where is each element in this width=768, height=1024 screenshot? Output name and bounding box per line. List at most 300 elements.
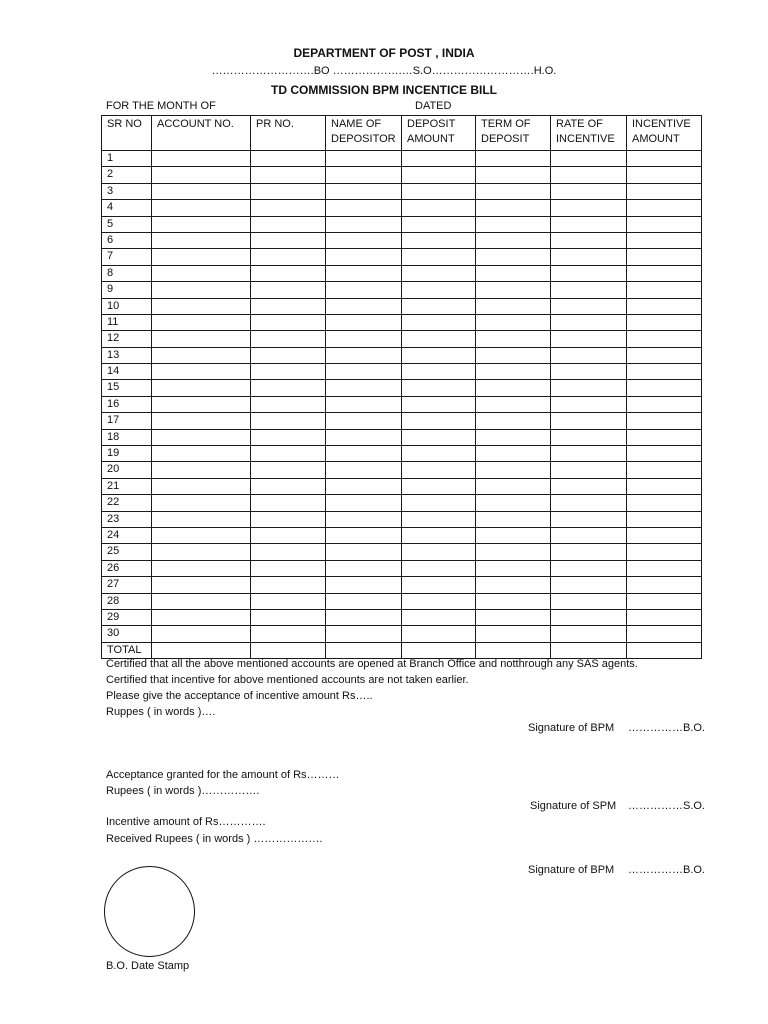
entry-cell[interactable] xyxy=(326,151,402,167)
entry-cell[interactable] xyxy=(402,151,476,167)
sr-no-cell: 5 xyxy=(102,216,152,232)
entry-cell[interactable] xyxy=(476,200,551,216)
entry-cell[interactable] xyxy=(152,626,251,642)
entry-cell[interactable] xyxy=(627,429,702,445)
entry-cell[interactable] xyxy=(476,265,551,281)
entry-cell[interactable] xyxy=(476,511,551,527)
entry-cell[interactable] xyxy=(476,462,551,478)
entry-cell[interactable] xyxy=(627,167,702,183)
entry-cell[interactable] xyxy=(251,331,326,347)
entry-cell[interactable] xyxy=(627,609,702,625)
entry-cell[interactable] xyxy=(402,265,476,281)
entry-cell[interactable] xyxy=(251,298,326,314)
office-line: ……………………….BO ……………….…S.O……………………….H.O. xyxy=(211,65,557,77)
entry-cell[interactable] xyxy=(476,183,551,199)
entry-cell[interactable] xyxy=(326,544,402,560)
sr-no-cell: TOTAL xyxy=(102,642,152,658)
column-header: SR NO xyxy=(102,116,152,151)
entry-cell[interactable] xyxy=(627,511,702,527)
entry-cell[interactable] xyxy=(152,560,251,576)
entry-cell[interactable] xyxy=(551,642,627,658)
certification-2: Certified that incentive for above mentioned accounts are not taken earlier. xyxy=(106,674,469,686)
table-row xyxy=(102,478,702,494)
entry-cell[interactable] xyxy=(152,183,251,199)
table-row xyxy=(102,495,702,511)
entry-cell[interactable] xyxy=(402,331,476,347)
entry-cell[interactable] xyxy=(476,380,551,396)
sr-no-cell: 23 xyxy=(102,511,152,527)
entry-cell[interactable] xyxy=(627,331,702,347)
entry-cell[interactable] xyxy=(152,609,251,625)
entry-cell[interactable] xyxy=(152,396,251,412)
entry-cell[interactable] xyxy=(326,396,402,412)
entry-cell[interactable] xyxy=(251,642,326,658)
entry-cell[interactable] xyxy=(627,314,702,330)
table-row xyxy=(102,331,702,347)
entry-cell[interactable] xyxy=(326,511,402,527)
entry-cell[interactable] xyxy=(402,282,476,298)
entry-cell[interactable] xyxy=(627,151,702,167)
sr-no-cell: 1 xyxy=(102,151,152,167)
entry-cell[interactable] xyxy=(326,462,402,478)
sr-no-cell: 4 xyxy=(102,200,152,216)
sr-no-cell: 26 xyxy=(102,560,152,576)
entry-cell[interactable] xyxy=(551,413,627,429)
sr-no-cell: 16 xyxy=(102,396,152,412)
entry-cell[interactable] xyxy=(326,429,402,445)
entry-cell[interactable] xyxy=(551,544,627,560)
sr-no-cell: 14 xyxy=(102,364,152,380)
entry-cell[interactable] xyxy=(152,167,251,183)
incentive-table xyxy=(101,115,702,659)
entry-cell[interactable] xyxy=(152,544,251,560)
sr-no-cell: 24 xyxy=(102,527,152,543)
entry-cell[interactable] xyxy=(251,478,326,494)
column-header: NAME OF DEPOSITOR xyxy=(326,116,402,151)
table-row xyxy=(102,560,702,576)
entry-cell[interactable] xyxy=(551,609,627,625)
table-row xyxy=(102,527,702,543)
entry-cell[interactable] xyxy=(152,478,251,494)
entry-cell[interactable] xyxy=(251,151,326,167)
sr-no-cell: 21 xyxy=(102,478,152,494)
received-rupees-line: Received Rupees ( in words ) ………………. xyxy=(106,833,323,845)
entry-cell[interactable] xyxy=(476,446,551,462)
entry-cell[interactable] xyxy=(326,560,402,576)
table-row xyxy=(102,249,702,265)
entry-cell[interactable] xyxy=(326,626,402,642)
entry-cell[interactable] xyxy=(551,429,627,445)
certification-1: Certified that all the above mentioned accounts are opened at Branch Office and notthrough any SAS agents. xyxy=(106,658,638,670)
entry-cell[interactable] xyxy=(551,298,627,314)
entry-cell[interactable] xyxy=(251,446,326,462)
entry-cell[interactable] xyxy=(476,577,551,593)
entry-cell[interactable] xyxy=(402,298,476,314)
entry-cell[interactable] xyxy=(326,593,402,609)
entry-cell[interactable] xyxy=(476,544,551,560)
table-row xyxy=(102,183,702,199)
entry-cell[interactable] xyxy=(627,200,702,216)
entry-cell[interactable] xyxy=(251,429,326,445)
entry-cell[interactable] xyxy=(627,282,702,298)
sr-no-cell: 13 xyxy=(102,347,152,363)
entry-cell[interactable] xyxy=(402,364,476,380)
entry-cell[interactable] xyxy=(326,577,402,593)
bpm-signature-1: Signature of BPM xyxy=(528,722,615,734)
sr-no-cell: 7 xyxy=(102,249,152,265)
entry-cell[interactable] xyxy=(476,413,551,429)
entry-cell[interactable] xyxy=(627,396,702,412)
entry-cell[interactable] xyxy=(251,396,326,412)
entry-cell[interactable] xyxy=(152,151,251,167)
entry-cell[interactable] xyxy=(476,609,551,625)
entry-cell[interactable] xyxy=(402,495,476,511)
entry-cell[interactable] xyxy=(326,446,402,462)
entry-cell[interactable] xyxy=(402,626,476,642)
column-header: ACCOUNT NO. xyxy=(152,116,251,151)
entry-cell[interactable] xyxy=(152,462,251,478)
entry-cell[interactable] xyxy=(551,380,627,396)
table-row xyxy=(102,167,702,183)
entry-cell[interactable] xyxy=(402,200,476,216)
entry-cell[interactable] xyxy=(152,511,251,527)
entry-cell[interactable] xyxy=(627,347,702,363)
entry-cell[interactable] xyxy=(551,282,627,298)
entry-cell[interactable] xyxy=(551,577,627,593)
entry-cell[interactable] xyxy=(152,265,251,281)
entry-cell[interactable] xyxy=(476,495,551,511)
entry-cell[interactable] xyxy=(326,183,402,199)
entry-cell[interactable] xyxy=(551,364,627,380)
entry-cell[interactable] xyxy=(476,216,551,232)
entry-cell[interactable] xyxy=(402,183,476,199)
entry-cell[interactable] xyxy=(326,331,402,347)
entry-cell[interactable] xyxy=(627,642,702,658)
entry-cell[interactable] xyxy=(251,282,326,298)
entry-cell[interactable] xyxy=(152,298,251,314)
sr-no-cell: 19 xyxy=(102,446,152,462)
entry-cell[interactable] xyxy=(152,593,251,609)
table-row xyxy=(102,151,702,167)
table-row xyxy=(102,347,702,363)
sr-no-cell: 2 xyxy=(102,167,152,183)
entry-cell[interactable] xyxy=(251,511,326,527)
entry-cell[interactable] xyxy=(551,560,627,576)
sr-no-cell: 20 xyxy=(102,462,152,478)
column-header: PR NO. xyxy=(251,116,326,151)
sr-no-cell: 15 xyxy=(102,380,152,396)
entry-cell[interactable] xyxy=(152,413,251,429)
entry-cell[interactable] xyxy=(476,364,551,380)
entry-cell[interactable] xyxy=(402,314,476,330)
entry-cell[interactable] xyxy=(326,314,402,330)
table-row xyxy=(102,413,702,429)
entry-cell[interactable] xyxy=(402,232,476,248)
table-header-row xyxy=(102,116,702,151)
entry-cell[interactable] xyxy=(551,265,627,281)
sr-no-cell: 22 xyxy=(102,495,152,511)
spm-signature: Signature of SPM xyxy=(530,800,617,812)
entry-cell[interactable] xyxy=(476,429,551,445)
entry-cell[interactable] xyxy=(152,527,251,543)
entry-cell[interactable] xyxy=(326,200,402,216)
entry-cell[interactable] xyxy=(551,249,627,265)
entry-cell[interactable] xyxy=(476,347,551,363)
entry-cell[interactable] xyxy=(326,298,402,314)
entry-cell[interactable] xyxy=(402,593,476,609)
table-row xyxy=(102,544,702,560)
entry-cell[interactable] xyxy=(152,642,251,658)
entry-cell[interactable] xyxy=(251,347,326,363)
entry-cell[interactable] xyxy=(326,232,402,248)
entry-cell[interactable] xyxy=(627,216,702,232)
sr-no-cell: 17 xyxy=(102,413,152,429)
entry-cell[interactable] xyxy=(251,380,326,396)
entry-cell[interactable] xyxy=(402,249,476,265)
entry-cell[interactable] xyxy=(402,347,476,363)
table-row xyxy=(102,593,702,609)
entry-cell[interactable] xyxy=(152,314,251,330)
entry-cell[interactable] xyxy=(402,413,476,429)
entry-cell[interactable] xyxy=(402,560,476,576)
entry-cell[interactable] xyxy=(251,216,326,232)
table-row xyxy=(102,577,702,593)
entry-cell[interactable] xyxy=(627,232,702,248)
sr-no-cell: 8 xyxy=(102,265,152,281)
table-row xyxy=(102,282,702,298)
entry-cell[interactable] xyxy=(551,232,627,248)
sr-no-cell: 18 xyxy=(102,429,152,445)
entry-cell[interactable] xyxy=(402,429,476,445)
sr-no-cell: 3 xyxy=(102,183,152,199)
entry-cell[interactable] xyxy=(251,364,326,380)
entry-cell[interactable] xyxy=(476,626,551,642)
entry-cell[interactable] xyxy=(551,331,627,347)
department-title: DEPARTMENT OF POST , INDIA xyxy=(293,46,475,60)
entry-cell[interactable] xyxy=(627,183,702,199)
table-row xyxy=(102,446,702,462)
entry-cell[interactable] xyxy=(551,314,627,330)
entry-cell[interactable] xyxy=(251,495,326,511)
entry-cell[interactable] xyxy=(551,396,627,412)
entry-cell[interactable] xyxy=(476,314,551,330)
entry-cell[interactable] xyxy=(251,413,326,429)
entry-cell[interactable] xyxy=(627,462,702,478)
entry-cell[interactable] xyxy=(152,577,251,593)
entry-cell[interactable] xyxy=(251,314,326,330)
entry-cell[interactable] xyxy=(326,364,402,380)
entry-cell[interactable] xyxy=(402,642,476,658)
entry-cell[interactable] xyxy=(627,265,702,281)
entry-cell[interactable] xyxy=(476,560,551,576)
entry-cell[interactable] xyxy=(627,298,702,314)
sr-no-cell: 11 xyxy=(102,314,152,330)
entry-cell[interactable] xyxy=(476,478,551,494)
entry-cell[interactable] xyxy=(551,151,627,167)
entry-cell[interactable] xyxy=(251,577,326,593)
table-row xyxy=(102,216,702,232)
entry-cell[interactable] xyxy=(627,495,702,511)
entry-cell[interactable] xyxy=(251,593,326,609)
entry-cell[interactable] xyxy=(326,527,402,543)
column-header: TERM OF DEPOSIT xyxy=(476,116,551,151)
table-row xyxy=(102,364,702,380)
entry-cell[interactable] xyxy=(476,527,551,543)
entry-cell[interactable] xyxy=(402,511,476,527)
entry-cell[interactable] xyxy=(251,626,326,642)
entry-cell[interactable] xyxy=(476,331,551,347)
acceptance-request: Please give the acceptance of incentive amount Rs….. xyxy=(106,690,373,702)
entry-cell[interactable] xyxy=(152,282,251,298)
entry-cell[interactable] xyxy=(402,609,476,625)
entry-cell[interactable] xyxy=(152,364,251,380)
entry-cell[interactable] xyxy=(476,167,551,183)
entry-cell[interactable] xyxy=(402,380,476,396)
entry-cell[interactable] xyxy=(476,298,551,314)
entry-cell[interactable] xyxy=(402,577,476,593)
entry-cell[interactable] xyxy=(627,577,702,593)
table-row xyxy=(102,265,702,281)
entry-cell[interactable] xyxy=(476,396,551,412)
entry-cell[interactable] xyxy=(627,544,702,560)
entry-cell[interactable] xyxy=(152,380,251,396)
table-row xyxy=(102,511,702,527)
sr-no-cell: 28 xyxy=(102,593,152,609)
entry-cell[interactable] xyxy=(152,249,251,265)
entry-cell[interactable] xyxy=(251,560,326,576)
entry-cell[interactable] xyxy=(551,511,627,527)
sr-no-cell: 12 xyxy=(102,331,152,347)
entry-cell[interactable] xyxy=(551,626,627,642)
entry-cell[interactable] xyxy=(551,200,627,216)
table-row xyxy=(102,429,702,445)
bill-title: TD COMMISSION BPM INCENTICE BILL xyxy=(271,83,497,97)
entry-cell[interactable] xyxy=(251,462,326,478)
sr-no-cell: 27 xyxy=(102,577,152,593)
entry-cell[interactable] xyxy=(326,216,402,232)
entry-cell[interactable] xyxy=(627,593,702,609)
entry-cell[interactable] xyxy=(152,331,251,347)
entry-cell[interactable] xyxy=(627,560,702,576)
entry-cell[interactable] xyxy=(402,446,476,462)
entry-cell[interactable] xyxy=(476,249,551,265)
entry-cell[interactable] xyxy=(251,265,326,281)
entry-cell[interactable] xyxy=(551,527,627,543)
entry-cell[interactable] xyxy=(402,216,476,232)
sr-no-cell: 6 xyxy=(102,232,152,248)
entry-cell[interactable] xyxy=(476,232,551,248)
table-row xyxy=(102,462,702,478)
entry-cell[interactable] xyxy=(402,167,476,183)
date-stamp-label: B.O. Date Stamp xyxy=(106,960,190,972)
column-header: INCENTIVE AMOUNT xyxy=(627,116,702,151)
bpm-office-1: ……………B.O. xyxy=(628,722,706,734)
entry-cell[interactable] xyxy=(152,216,251,232)
entry-cell[interactable] xyxy=(152,446,251,462)
entry-cell[interactable] xyxy=(326,265,402,281)
entry-cell[interactable] xyxy=(251,527,326,543)
entry-cell[interactable] xyxy=(251,200,326,216)
entry-cell[interactable] xyxy=(251,544,326,560)
entry-cell[interactable] xyxy=(326,380,402,396)
table-row xyxy=(102,298,702,314)
entry-cell[interactable] xyxy=(627,413,702,429)
entry-cell[interactable] xyxy=(326,167,402,183)
entry-cell[interactable] xyxy=(627,364,702,380)
entry-cell[interactable] xyxy=(251,232,326,248)
entry-cell[interactable] xyxy=(551,462,627,478)
entry-cell[interactable] xyxy=(627,249,702,265)
table-row xyxy=(102,626,702,642)
entry-cell[interactable] xyxy=(152,429,251,445)
entry-cell[interactable] xyxy=(476,151,551,167)
entry-cell[interactable] xyxy=(326,478,402,494)
entry-cell[interactable] xyxy=(326,642,402,658)
entry-cell[interactable] xyxy=(402,527,476,543)
sr-no-cell: 29 xyxy=(102,609,152,625)
entry-cell[interactable] xyxy=(476,642,551,658)
entry-cell[interactable] xyxy=(627,626,702,642)
entry-cell[interactable] xyxy=(326,347,402,363)
entry-cell[interactable] xyxy=(152,347,251,363)
dated-label: DATED xyxy=(415,100,452,112)
entry-cell[interactable] xyxy=(402,396,476,412)
entry-cell[interactable] xyxy=(551,347,627,363)
entry-cell[interactable] xyxy=(551,446,627,462)
entry-cell[interactable] xyxy=(551,478,627,494)
entry-cell[interactable] xyxy=(251,167,326,183)
table-row xyxy=(102,380,702,396)
entry-cell[interactable] xyxy=(402,544,476,560)
spm-office: ……………S.O. xyxy=(628,800,706,812)
entry-cell[interactable] xyxy=(551,216,627,232)
column-header: RATE OF INCENTIVE xyxy=(551,116,627,151)
sr-no-cell: 25 xyxy=(102,544,152,560)
entry-cell[interactable] xyxy=(152,495,251,511)
entry-cell[interactable] xyxy=(551,593,627,609)
entry-cell[interactable] xyxy=(627,478,702,494)
entry-cell[interactable] xyxy=(251,609,326,625)
entry-cell[interactable] xyxy=(326,413,402,429)
entry-cell[interactable] xyxy=(152,200,251,216)
entry-cell[interactable] xyxy=(251,249,326,265)
entry-cell[interactable] xyxy=(326,609,402,625)
entry-cell[interactable] xyxy=(627,380,702,396)
table-row xyxy=(102,609,702,625)
entry-cell[interactable] xyxy=(551,183,627,199)
entry-cell[interactable] xyxy=(326,249,402,265)
entry-cell[interactable] xyxy=(627,446,702,462)
sr-no-cell: 9 xyxy=(102,282,152,298)
entry-cell[interactable] xyxy=(551,167,627,183)
entry-cell[interactable] xyxy=(476,282,551,298)
entry-cell[interactable] xyxy=(402,478,476,494)
entry-cell[interactable] xyxy=(402,462,476,478)
table-row xyxy=(102,232,702,248)
entry-cell[interactable] xyxy=(326,495,402,511)
bpm-signature-2: Signature of BPM xyxy=(528,864,615,876)
total-row xyxy=(102,642,702,658)
entry-cell[interactable] xyxy=(326,282,402,298)
month-label: FOR THE MONTH OF xyxy=(106,100,216,112)
entry-cell[interactable] xyxy=(551,495,627,511)
entry-cell[interactable] xyxy=(152,232,251,248)
column-header: DEPOSIT AMOUNT xyxy=(402,116,476,151)
entry-cell[interactable] xyxy=(476,593,551,609)
entry-cell[interactable] xyxy=(627,527,702,543)
sr-no-cell: 30 xyxy=(102,626,152,642)
entry-cell[interactable] xyxy=(251,183,326,199)
